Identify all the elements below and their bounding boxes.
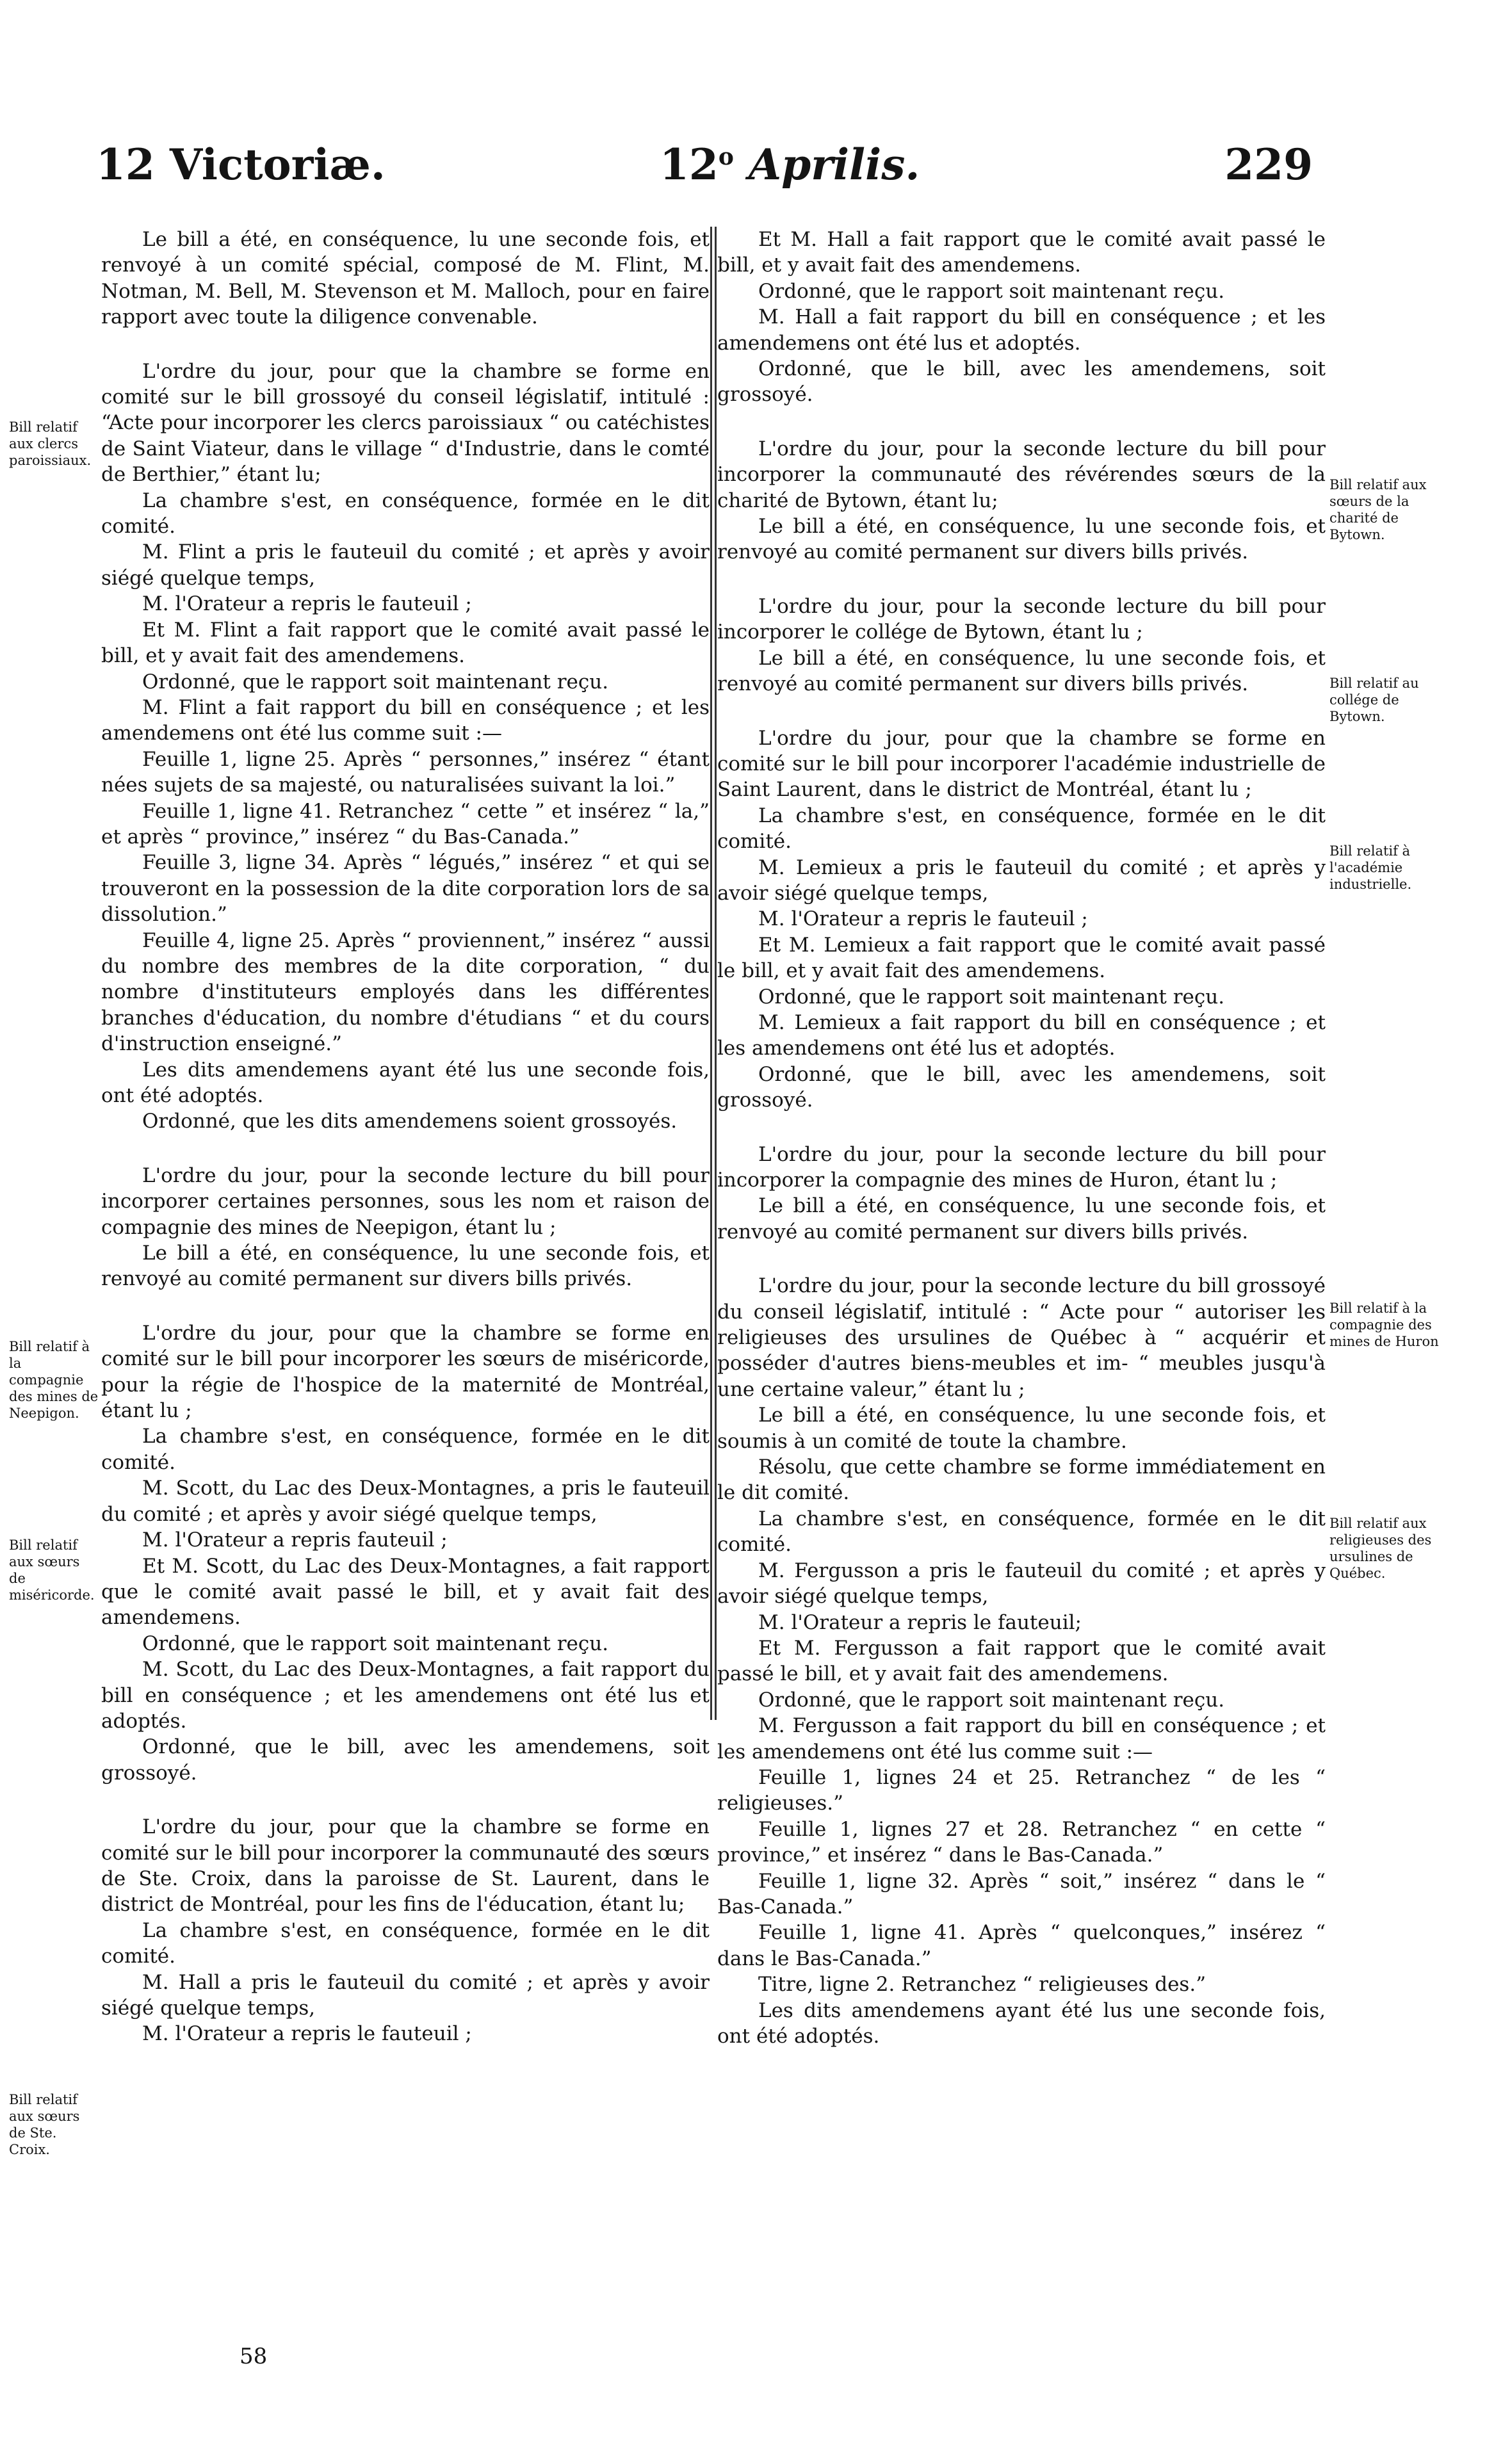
date-label <box>660 140 920 190</box>
signature-mark: 58 <box>240 2344 268 2369</box>
paragraph: L'ordre du jour, pour que la chambre se forme en comité sur le bill pour incorporer la communauté des sœurs de Ste. Croix, dans la paroisse de St. Laurent, dans le district de Montréal, pour les fins de l'éducation, étant lu; <box>101 1815 710 1917</box>
paragraph: Résolu, que cette chambre se forme immédiatement en le dit comité. <box>717 1455 1326 1505</box>
paragraph: Feuille 1, lignes 27 et 28. Retranchez “ en cette “ province,” et insérez “ dans le Bas-Canada.” <box>717 1817 1326 1867</box>
paragraph: L'ordre du jour, pour que la chambre se forme en comité sur le bill pour incorporer les sœurs de miséricorde, pour la régie de l'hospice de la maternité de Montréal, étant lu ; <box>101 1321 710 1423</box>
paragraph: La chambre s'est, en conséquence, formée en le dit comité. <box>717 804 1326 854</box>
session-label: 12 Victoriæ. <box>96 140 386 190</box>
paragraph: Feuille 1, lignes 24 et 25. Retranchez “ de les “ religieuses.” <box>717 1765 1326 1815</box>
paragraph: Et M. Hall a fait rapport que le comité avait passé le bill, et y avait fait des amendemens. <box>717 228 1326 277</box>
paragraph-gap <box>717 1114 1326 1142</box>
paragraph: Ordonné, que le rapport soit maintenant reçu. <box>142 670 609 693</box>
paragraph: M. l'Orateur a repris fauteuil ; <box>142 1528 448 1552</box>
paragraph: M. Lemieux a pris le fauteuil du comité ; et après y avoir siégé quelque temps, <box>717 855 1326 905</box>
paragraph: L'ordre du jour, pour que la chambre se forme en comité sur le bill grossoyé du conseil législatif, intitulé : “Acte pour incorporer les clercs paroissiaux “ ou catéchistes de Saint Viateur, dans le village “ d'Industrie, dans le comté de Berthier,” étant lu; <box>101 359 710 487</box>
paragraph: Ordonné, que le rapport soit maintenant reçu. <box>758 279 1225 303</box>
paragraph: La chambre s'est, en conséquence, formée en le dit comité. <box>717 1507 1326 1557</box>
date-day: 12 <box>660 140 719 190</box>
paragraph: Feuille 1, ligne 41. Retranchez “ cette ” et insérez “ la,” et après “ province,” insérez “ du Bas-Canada.” <box>101 799 710 848</box>
paragraph: Les dits amendemens ayant été lus une seconde fois, ont été adoptés. <box>101 1058 710 1107</box>
paragraph: M. l'Orateur a repris le fauteuil ; <box>758 907 1088 931</box>
paragraph: Et M. Flint a fait rapport que le comité avait passé le bill, et y avait fait des amendemens. <box>101 618 710 668</box>
paragraph: Ordonné, que le bill, avec les amendemens, soit grossoyé. <box>717 357 1326 407</box>
paragraph: Le bill a été, en conséquence, lu une seconde fois, et renvoyé au comité permanent sur divers bills privés. <box>717 1194 1326 1244</box>
paragraph: L'ordre du jour, pour la seconde lecture du bill pour incorporer le collége de Bytown, étant lu ; <box>717 594 1326 644</box>
column-rule-right <box>715 227 717 1720</box>
paragraph: L'ordre du jour, pour la seconde lecture du bill pour incorporer la compagnie des mines de Huron, étant lu ; <box>717 1142 1326 1192</box>
paragraph: M. Scott, du Lac des Deux-Montagnes, a pris le fauteuil du comité ; et après y avoir siégé quelque temps, <box>101 1477 710 1526</box>
margin-note-huron: Bill relatif à la compagnie des mines de Huron <box>1329 1301 1439 1349</box>
paragraph: Les dits amendemens ayant été lus une seconde fois, ont été adoptés. <box>717 1998 1326 2048</box>
paragraph-gap <box>101 330 710 359</box>
paragraph-gap <box>101 1135 710 1163</box>
paragraph: M. Fergusson a pris le fauteuil du comité ; et après y avoir siégé quelque temps, <box>717 1559 1326 1609</box>
paragraph: M. Hall a fait rapport du bill en conséquence ; et les amendemens ont été lus et adoptés. <box>717 305 1326 355</box>
paragraph: Le bill a été, en conséquence, lu une seconde fois, et soumis à un comité de toute la chambre. <box>717 1404 1326 1453</box>
paragraph: L'ordre du jour, pour que la chambre se forme en comité sur le bill pour incorporer l'académie industrielle de Saint Laurent, dans le district de Montréal, étant lu ; <box>717 726 1326 802</box>
paragraph: Feuille 1, ligne 25. Après “ personnes,” insérez “ étant nées sujets de sa majesté, ou naturalisées suivant la loi.” <box>101 747 710 797</box>
paragraph-gap <box>101 1786 710 1814</box>
paragraph: Feuille 3, ligne 34. Après “ légués,” insérez “ et qui se trouveront en la possession de la dite corporation lors de sa dissolution.” <box>101 851 710 927</box>
paragraph: M. Scott, du Lac des Deux-Montagnes, a fait rapport du bill en conséquence ; et les amendemens ont été lus et adoptés. <box>101 1658 710 1733</box>
page-number: 229 <box>1224 140 1313 190</box>
paragraph: Le bill a été, en conséquence, lu une seconde fois, et renvoyé au comité permanent sur divers bills privés. <box>101 1242 710 1291</box>
paragraph: Et M. Scott, du Lac des Deux-Montagnes, a fait rapport que le comité avait passé le bill, et y avait fait des amendemens. <box>101 1554 710 1630</box>
paragraph: Ordonné, que les dits amendemens soient grossoyés. <box>142 1110 678 1133</box>
paragraph: M. Fergusson a fait rapport du bill en conséquence ; et les amendemens ont été lus comme suit :— <box>717 1714 1326 1763</box>
paragraph: La chambre s'est, en conséquence, formée en le dit comité. <box>101 1425 710 1474</box>
margin-note-clercs: Bill relatif aux clercs paroissiaux. <box>9 419 92 468</box>
paragraph: Ordonné, que le rapport soit maintenant reçu. <box>758 985 1225 1009</box>
paragraph: Feuille 1, ligne 32. Après “ soit,” insérez “ dans le “ Bas-Canada.” <box>717 1869 1326 1918</box>
paragraph: Et M. Fergusson a fait rapport que le comité avait passé le bill, et y avait fait des amendemens. <box>717 1636 1326 1686</box>
paragraph: La chambre s'est, en conséquence, formée en le dit comité. <box>101 489 710 539</box>
margin-note-neepigon: Bill relatif à la compagnie des mines de Neepigon. <box>9 1339 99 1421</box>
paragraph: M. Hall a pris le fauteuil du comité ; et après y avoir siégé quelque temps, <box>101 1970 710 2020</box>
paragraph: La chambre s'est, en conséquence, formée en le dit comité. <box>101 1918 710 1968</box>
paragraph: M. Flint a fait rapport du bill en conséquence ; et les amendemens ont été lus comme suit :— <box>101 695 710 745</box>
date-day-sup: o <box>718 143 734 170</box>
paragraph: Ordonné, que le rapport soit maintenant reçu. <box>142 1632 609 1655</box>
margin-note-academie: Bill relatif à l'académie industrielle. <box>1329 843 1412 892</box>
paragraph: Feuille 1, ligne 41. Après “ quelconques,” insérez “ dans le Bas-Canada.” <box>717 1921 1326 1970</box>
paragraph: Le bill a été, en conséquence, lu une seconde fois, et renvoyé au comité permanent sur divers bills privés. <box>717 515 1326 564</box>
margin-note-misericorde: Bill relatif aux sœurs de miséricorde. <box>9 1537 95 1603</box>
paragraph: Et M. Lemieux a fait rapport que le comité avait passé le bill, et y avait fait des amendemens. <box>717 933 1326 983</box>
paragraph: L'ordre du jour, pour la seconde lecture du bill pour incorporer la communauté des révérendes sœurs de la charité de Bytown, étant lu; <box>717 437 1326 512</box>
date-month: Aprilis. <box>748 140 920 190</box>
paragraph: Le bill a été, en conséquence, lu une seconde fois, et renvoyé au comité permanent sur divers bills privés. <box>717 646 1326 696</box>
left-column <box>101 227 710 2047</box>
paragraph: Ordonné, que le rapport soit maintenant reçu. <box>758 1688 1225 1712</box>
paragraph: Ordonné, que le bill, avec les amendemens, soit grossoyé. <box>717 1062 1326 1112</box>
paragraph: Feuille 4, ligne 25. Après “ proviennent,” insérez “ aussi du nombre des membres de la dite corporation, “ du nombre d'instituteurs employés dans les différentes branches d'éducation, du nombre d'étudians “ et du cours d'instruction enseigné.” <box>101 928 710 1056</box>
paragraph: L'ordre du jour, pour la seconde lecture du bill grossoyé du conseil législatif, intitulé : “ Acte pour “ autoriser les religieuses des ursulines de Québec à “ acquérir et posséder d'autres biens-meubles et im- “ meubles jusqu'à une certaine valeur,” étant lu ; <box>717 1274 1326 1401</box>
paragraph: M. l'Orateur a repris le fauteuil; <box>758 1610 1082 1634</box>
paragraph-gap <box>717 408 1326 436</box>
margin-note-ste-croix: Bill relatif aux sœurs de Ste. Croix. <box>9 2092 80 2157</box>
margin-note-charite-bytown: Bill relatif aux sœurs de la charité de Bytown. <box>1329 477 1427 542</box>
paragraph: M. Lemieux a fait rapport du bill en conséquence ; et les amendemens ont été lus et adoptés. <box>717 1010 1326 1060</box>
paragraph-gap <box>101 1292 710 1320</box>
margin-note-college-bytown: Bill relatif au collége de Bytown. <box>1329 676 1419 724</box>
paragraph: M. Flint a pris le fauteuil du comité ; et après y avoir siégé quelque temps, <box>101 540 710 590</box>
margin-note-ursulines: Bill relatif aux religieuses des ursulines de Québec. <box>1329 1516 1432 1581</box>
paragraph: M. l'Orateur a repris le fauteuil ; <box>142 592 472 616</box>
paragraph: Titre, ligne 2. Retranchez “ religieuses des.” <box>758 1973 1206 1997</box>
paragraph-gap <box>717 1245 1326 1273</box>
paragraph: L'ordre du jour, pour la seconde lecture du bill pour incorporer certaines personnes, sous les nom et raison de compagnie des mines de Neepigon, étant lu ; <box>101 1163 710 1239</box>
running-header <box>96 140 1326 197</box>
paragraph-gap <box>717 565 1326 594</box>
column-rule-left <box>710 227 712 1720</box>
paragraph: Ordonné, que le bill, avec les amendemens, soit grossoyé. <box>101 1735 710 1785</box>
paragraph: M. l'Orateur a repris le fauteuil ; <box>142 2022 472 2046</box>
paragraph: Le bill a été, en conséquence, lu une seconde fois, et renvoyé à un comité spécial, composé de M. Flint, M. Notman, M. Bell, M. Stevenson et M. Malloch, pour en faire rapport avec toute la diligence convenable. <box>101 228 710 329</box>
paragraph-gap <box>717 697 1326 725</box>
right-column <box>717 227 1326 2049</box>
